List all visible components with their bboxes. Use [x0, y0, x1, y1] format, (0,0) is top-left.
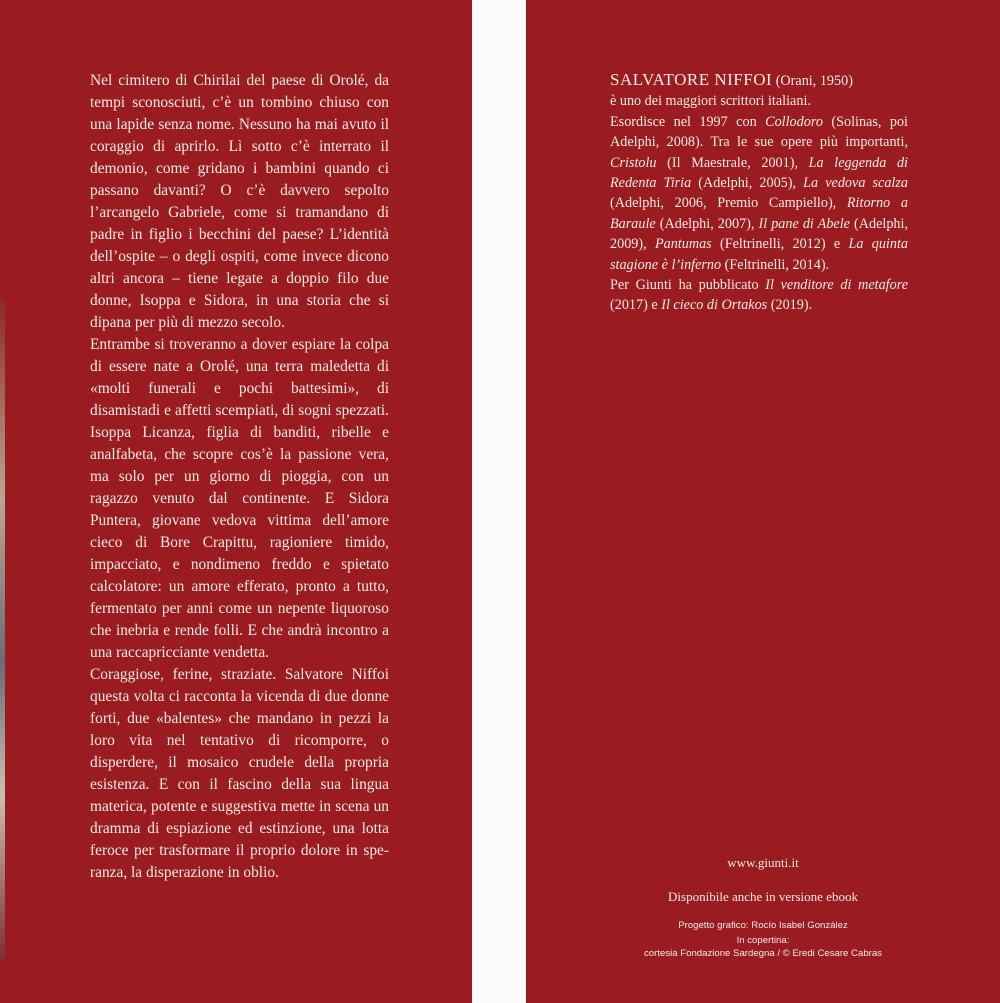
bio-text: (Adelphi, 2007),: [655, 215, 759, 232]
bio-text: Esordisce nel 1997 con: [610, 113, 766, 130]
bio-text: (Adelphi, 2006, Premio Campiello),: [610, 195, 847, 212]
author-bio: [610, 70, 908, 316]
work-title: La quinta stagione è l’inferno: [610, 236, 908, 273]
bio-intro: è uno dei maggiori scrittori italiani.: [610, 93, 811, 110]
synopsis-text: [90, 70, 389, 884]
work-title: Il pane di Abele: [758, 215, 850, 232]
bio-line-1: [610, 70, 908, 112]
synopsis-paragraph-3: Coraggiose, ferine, straziate. Salvatore Niffoi questa volta ci racconta la vicenda di due donne forti, due «balentes» che mandano in pezzi la loro vita nel tentativo di ricomporre, o disperdere, il mosaico crudele della propria esistenza. E con il fascino della sua lingua materica, potente e suggestiva mette in scena un dramma di espiazione ed estinzione, una lotta feroce per trasformare il proprio dolore in speranza, la disperazione in oblio.: [90, 666, 389, 881]
work-title: Cristolu: [610, 154, 657, 171]
page-gutter: [472, 0, 526, 1003]
work-title: Collodoro: [765, 113, 823, 130]
work-title: La vedova scalza: [803, 175, 908, 192]
bio-works-paragraph: [610, 112, 908, 275]
bio-text: (Solinas, poi Adelphi, 2008). Tra le sue opere più importanti,: [610, 113, 908, 151]
author-name: SALVATORE NIFFOI: [610, 70, 773, 89]
bio-text: (Feltrinelli, 2014).: [721, 256, 830, 273]
back-flap: [526, 0, 1000, 1003]
synopsis-paragraph-2: Entrambe si troveranno a dover espiare la colpa di essere nate a Orolé, una terra maledetta di «molti funerali e pochi battesimi», di disamistadi e affetti scempiati, di sogni spezzati. Isoppa Licanza, figlia di banditi, ribelle e analfabeta, che scopre cos’è la passione vera, ma solo per un giorno di pioggia, con un ragazzo venuto dal continente. E Sidora Puntera, giovane vedova vittima dell’amore cieco di Bore Crapittu, ragioniere timido, impacciato, e nondimeno freddo e spietato calcolatore: un amore efferato, pronto a tutto, fermentato per anni come un nepente liquoroso che inebria e rende folli. E che andrà incontro a una raccapricciante vendetta.: [90, 336, 389, 661]
cover-credit: cortesia Fondazione Sardegna / © Eredi Cesare Cabras: [644, 948, 882, 959]
cover-credit-label: In copertina:: [736, 935, 790, 946]
synopsis-paragraph-1: Nel cimitero di Chirilai del paese di Orolé, da tempi sconosciuti, c’è un tombino chiuso con una lapide senza nome. Nessuno ha mai avuto il coraggio di aprirlo. Lì sotto c’è interrato il demonio, come gridano i bambini quando ci passano davanti? O c’è davvero sepolto l’arcangelo Gabriele, come si tramandano di padre in figlio i becchini del paese? L’identità dell’ospite – o degli ospiti, come invece dicono altri ancora – tiene legate a doppio filo due donne, Isoppa e Sidora, in una storia che si dipana per più di mezzo secolo.: [90, 72, 389, 331]
ebook-note: Disponibile anche in versione ebook: [668, 889, 858, 904]
bio-text: (Feltrinelli, 2012) e: [711, 236, 849, 253]
work-title: Pantumas: [654, 236, 712, 253]
work-title: La leggenda di Redenta Tiria: [610, 154, 908, 192]
bio-text: (Adelphi, 2005),: [691, 175, 804, 192]
bio-text: (Il Maestrale, 2001),: [656, 154, 809, 171]
work-title: Ritorno a Baraule: [610, 195, 908, 232]
work-title: Il venditore di metafore: [765, 277, 908, 294]
bio-text: (2019).: [767, 297, 813, 314]
credits: [526, 919, 1000, 960]
bio-giunti-paragraph: [610, 275, 908, 316]
work-title: Il cieco di Ortakos: [661, 297, 768, 314]
bio-text: Per Giunti ha pubblicato: [610, 277, 766, 294]
cover-edge-strip: [0, 300, 5, 960]
bio-text: (2017) e: [610, 297, 662, 314]
design-credit: Progetto grafico: Rocío Isabel González: [678, 920, 848, 931]
front-flap: [0, 0, 472, 1003]
bio-text: (Adelphi, 2009),: [610, 215, 908, 253]
publisher-website: www.giunti.it: [727, 855, 799, 870]
author-birth: (Orani, 1950): [772, 73, 853, 89]
